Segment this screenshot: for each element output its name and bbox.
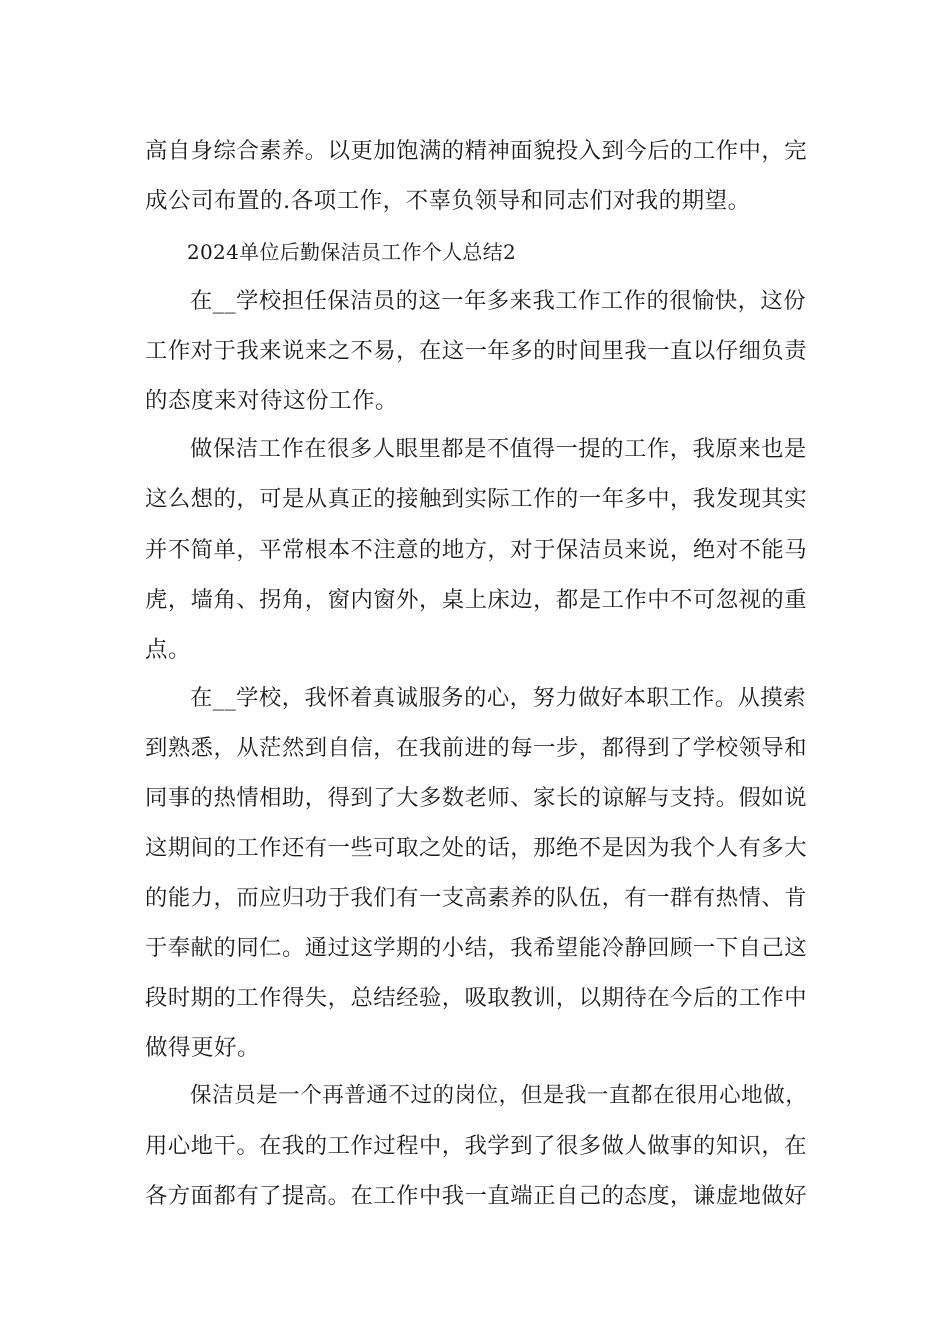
paragraph-line: 的态度来对待这份工作。 <box>145 388 399 414</box>
paragraph-line: 各方面都有了提高。在工作中我一直端正自己的态度，谦虚地做好 <box>145 1183 808 1209</box>
paragraph-line: 这期间的工作还有一些可取之处的话，那绝不是因为我个人有多大 <box>145 835 808 861</box>
paragraph-line: 用心地干。在我的工作过程中，我学到了很多做人做事的知识，在 <box>145 1133 808 1159</box>
paragraph-line: 工作对于我来说来之不易，在这一年多的时间里我一直以仔细负责 <box>145 338 808 364</box>
paragraph-line: 的能力，而应归功于我们有一支高素养的队伍，有一群有热情、肯 <box>145 885 808 911</box>
paragraph-line: 这么想的，可是从真正的接触到实际工作的一年多中，我发现其实 <box>145 486 808 512</box>
paragraph-line: 在__学校，我怀着真诚服务的心，努力做好本职工作。从摸索 <box>190 685 807 711</box>
paragraph-line: 在__学校担任保洁员的这一年多来我工作工作的很愉快，这份 <box>190 288 807 314</box>
paragraph-line: 到熟悉，从茫然到自信，在我前进的每一步，都得到了学校领导和 <box>145 735 808 761</box>
section-heading: 2024单位后勤保洁员工作个人总结2 <box>187 240 517 264</box>
paragraph-line: 做保洁工作在很多人眼里都是不值得一提的工作，我原来也是 <box>190 436 807 462</box>
paragraph-line: 于奉献的同仁。通过这学期的小结，我希望能冷静回顾一下自己这 <box>145 935 808 961</box>
paragraph-line: 并不简单，平常根本不注意的地方，对于保洁员来说，绝对不能马 <box>145 537 808 563</box>
paragraph-line: 同事的热情相助，得到了大多数老师、家长的谅解与支持。假如说 <box>145 785 808 811</box>
paragraph-line: 虎，墙角、拐角，窗内窗外，桌上床边，都是工作中不可忽视的重 <box>145 587 808 613</box>
paragraph-line: 段时期的工作得失，总结经验，吸取教训，以期待在今后的工作中 <box>145 985 808 1011</box>
paragraph-line: 成公司布置的.各项工作，不辜负领导和同志们对我的期望。 <box>145 188 751 214</box>
paragraph-line: 做得更好。 <box>145 1035 261 1061</box>
paragraph-line: 高自身综合素养。以更加饱满的精神面貌投入到今后的工作中，完 <box>145 138 808 164</box>
paragraph-line: 保洁员是一个再普通不过的岗位，但是我一直都在很用心地做， <box>190 1083 808 1108</box>
paragraph-line: 点。 <box>145 637 192 663</box>
